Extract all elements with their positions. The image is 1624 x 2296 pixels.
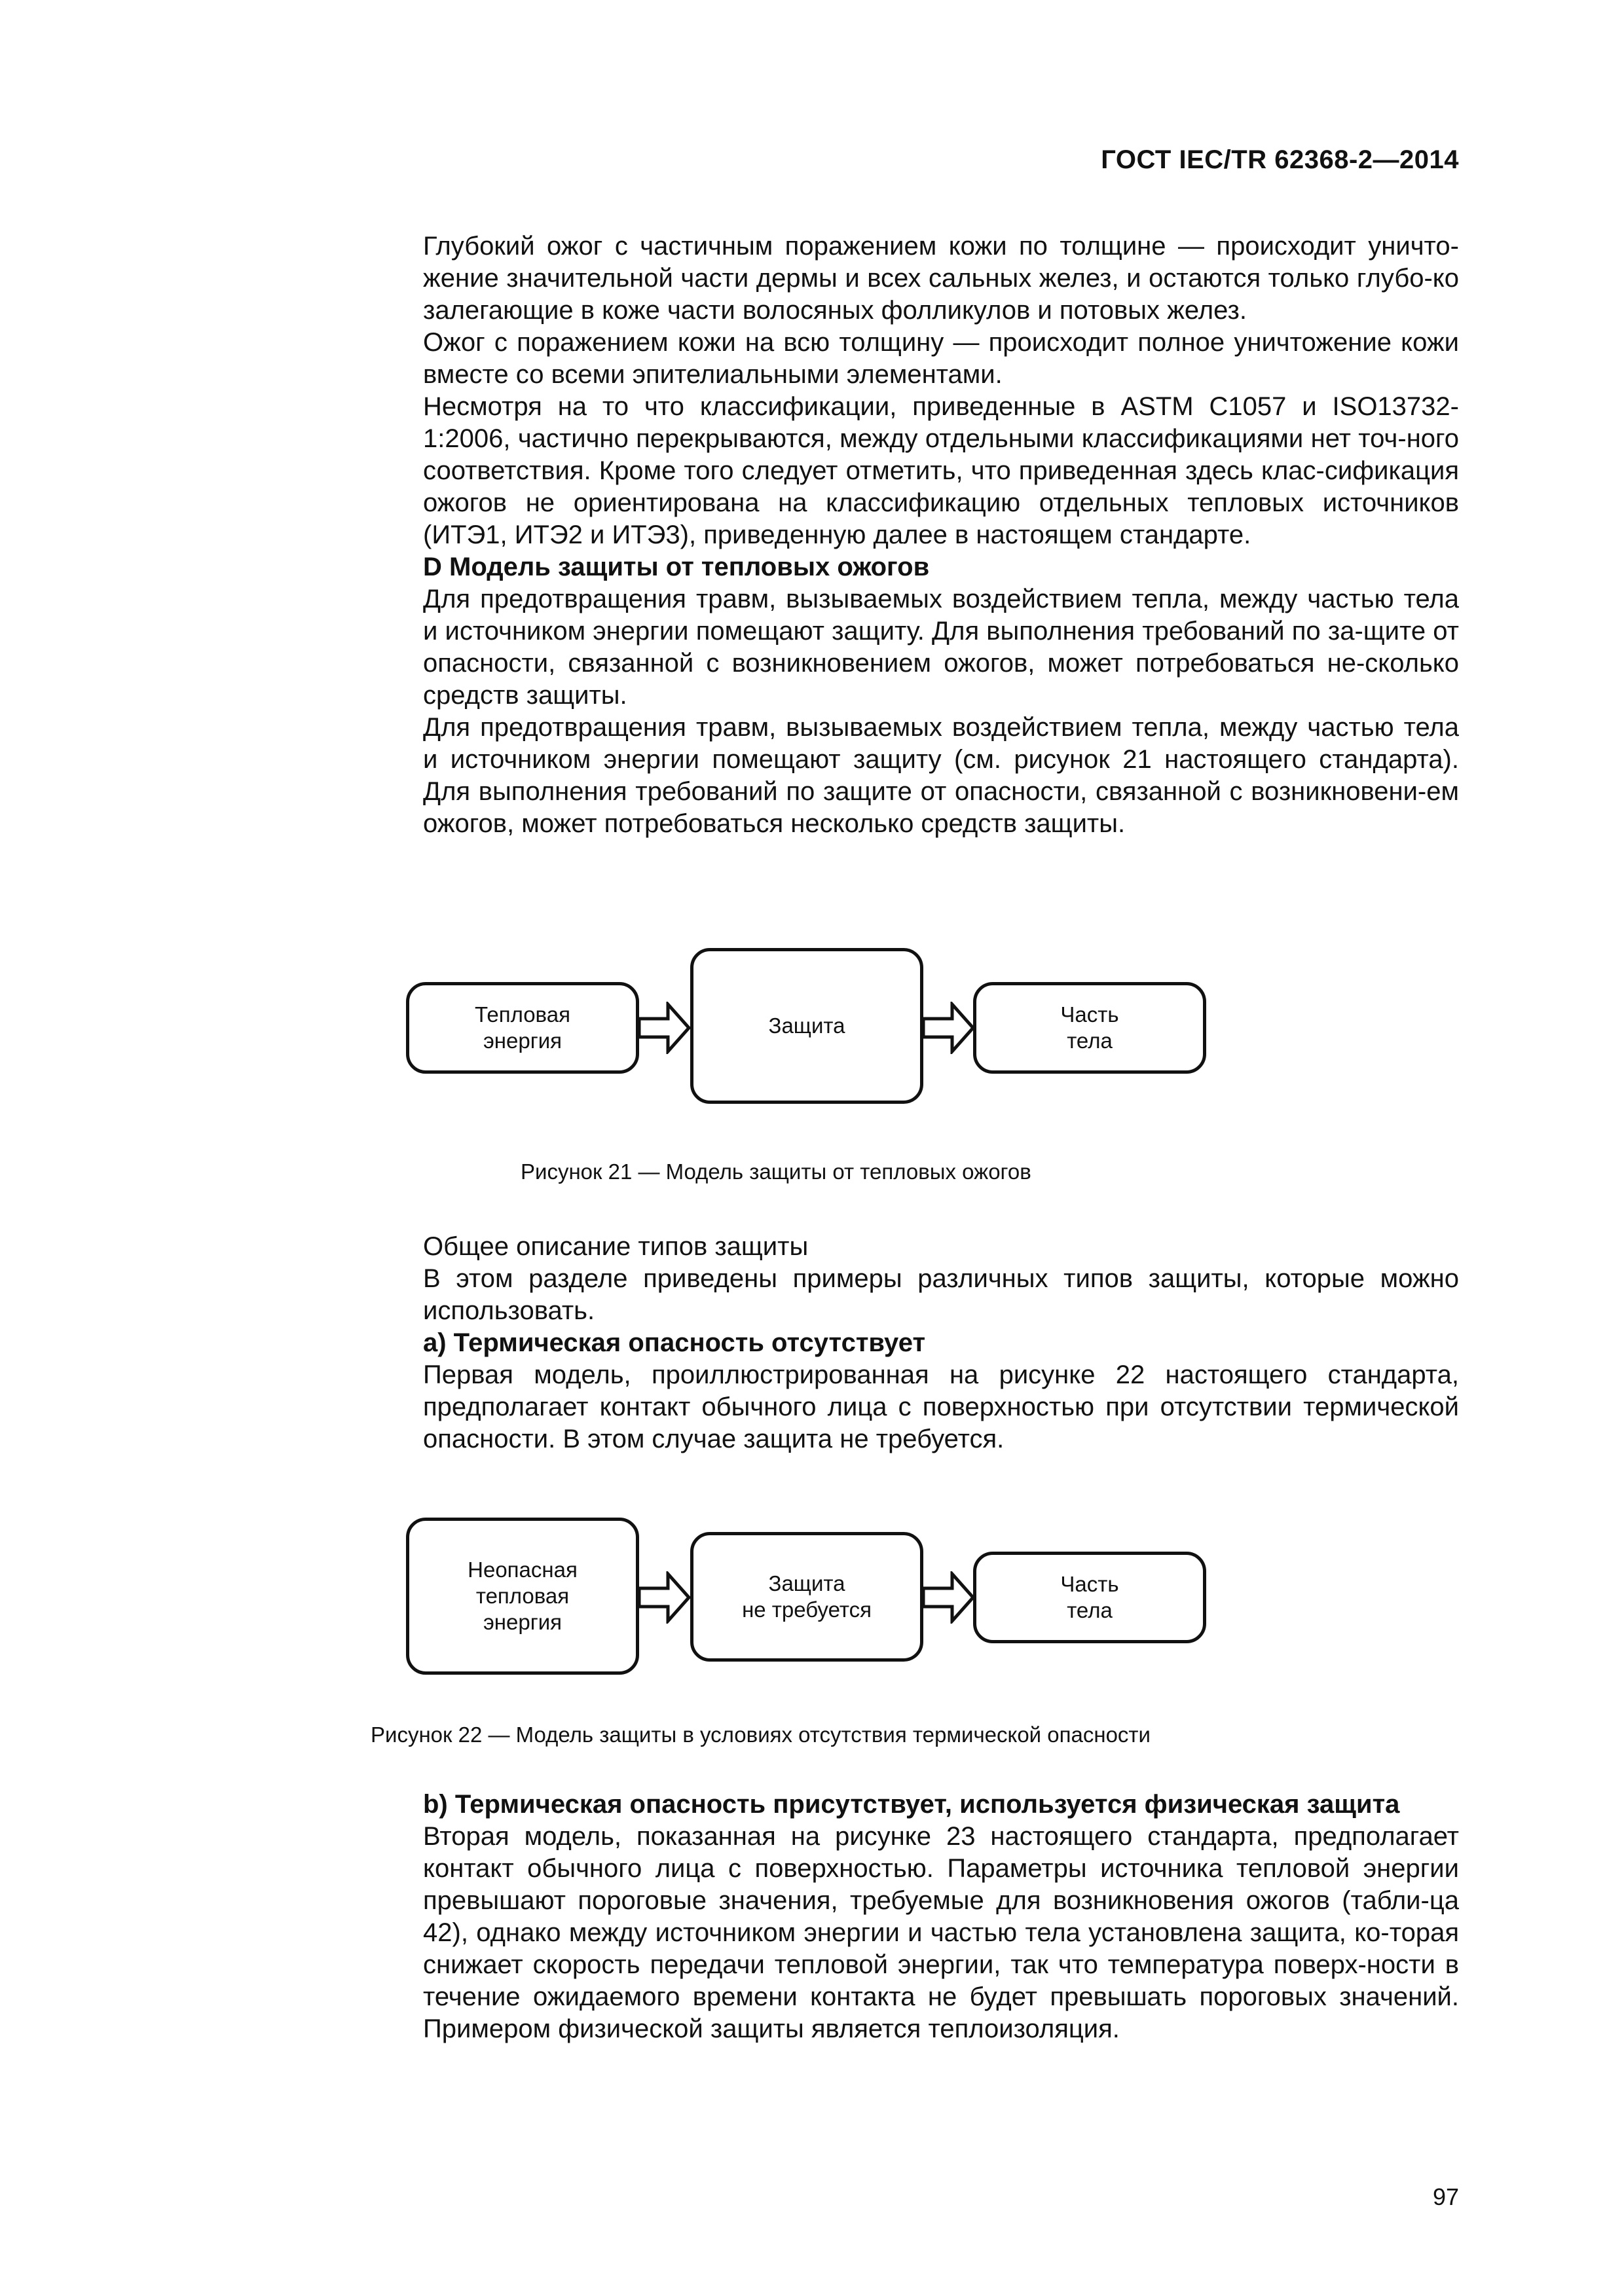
section-b-heading: b) Термическая опасность присутствует, используется физическая защита <box>423 1790 1400 1819</box>
document-id: ГОСТ IEC/TR 62368-2—2014 <box>1101 145 1459 174</box>
figure21-arrow-2-icon <box>923 1002 976 1054</box>
figure21-protection-box <box>690 948 923 1104</box>
figure22-arrow-1-icon <box>639 1571 692 1624</box>
paragraph-deep-burn: Глубокий ожог с частичным поражением кожи по толщине — происходит уничто-жение значительной части дермы и всех сальных желез, и остаются только глубо-ко залегающие в коже части волосяных фолликулов и потовых желез. <box>423 232 1459 325</box>
section-d-paragraph-2: Для предотвращения травм, вызываемых воздействием тепла, между частью тела и источником энергии помещают защиту (см. рисунок 21 настоящего стандарта). Для выполнения требований по защите от опасности, связанной с возникновени-ем ожогов, может потребоваться несколько средств защиты. <box>423 713 1459 838</box>
paragraph-classification-note: Несмотря на то что классификации, приведенные в ASTM C1057 и ISO13732-1:2006, частично перекрываются, между отдельными классификациями нет точ-ного соответствия. Кроме того следует отметить, что приведенная здесь клас-сификация ожогов не ориентирована на классификацию отдельных тепловых источников (ИТЭ1, ИТЭ2 и ИТЭ3), приведенную далее в настоящем стандарте. <box>423 392 1459 549</box>
figure22-body-part-label: Часть тела <box>1060 1572 1119 1622</box>
section-d-heading: D Модель защиты от тепловых ожогов <box>423 553 930 581</box>
figure21-thermal-energy-box <box>406 982 639 1074</box>
figure21-body-part-box <box>973 982 1206 1074</box>
page-number: 97 <box>1432 2183 1459 2210</box>
figure22-body-part-box <box>973 1552 1206 1643</box>
section-b-text: Вторая модель, показанная на рисунке 23 настоящего стандарта, предполагает контакт обычного лица с поверхностью. Параметры источника тепловой энергии превышают пороговые значения, требуемые для возникновения ожогов (табли-ца 42), однако между источником энергии и частью тела установлена защита, ко-торая снижает скорость передачи тепловой энергии, так что температура поверх-ности в течение ожидаемого времени контакта не будет превышать пороговых значений. Примером физической защиты является теплоизоляция. <box>423 1822 1459 2043</box>
figure22-arrow-2-icon <box>923 1571 976 1624</box>
text-block-top <box>423 230 1459 840</box>
section-a-heading: а) Термическая опасность отсутствует <box>423 1328 926 1357</box>
paragraph-full-thickness-burn: Ожог с поражением кожи на всю толщину — происходит полное уничтожение кожи вместе со всеми эпителиальными элементами. <box>423 328 1459 389</box>
figure21-protection-label: Защита <box>768 1013 845 1038</box>
types-title: Общее описание типов защиты <box>423 1232 809 1261</box>
text-block-types <box>423 1231 1459 1455</box>
figure21-thermal-energy-label: Тепловая энергия <box>475 1002 570 1053</box>
figure22-non-hazardous-energy-label: Неопасная тепловая энергия <box>468 1558 578 1634</box>
figure22-non-hazardous-energy-box <box>406 1518 639 1675</box>
text-block-section-b <box>423 1789 1459 2045</box>
section-d-paragraph-1: Для предотвращения травм, вызываемых воздействием тепла, между частью тела и источником энергии помещают защиту. Для выполнения требований по за-щите от опасности, связанной с возникновением ожогов, может потребоваться не-сколько средств защиты. <box>423 585 1459 710</box>
figure22-no-protection-label: Защита не требуется <box>742 1571 872 1622</box>
figure22-no-protection-box <box>690 1532 923 1662</box>
figure21-caption: Рисунок 21 — Модель защиты от тепловых ожогов <box>521 1159 1031 1184</box>
figure21-arrow-1-icon <box>639 1002 692 1054</box>
section-a-text: Первая модель, проиллюстрированная на рисунке 22 настоящего стандарта, предполагает контакт обычного лица с поверхностью при отсутствии термической опасности. В этом случае защита не требуется. <box>423 1360 1459 1453</box>
figure22-caption: Рисунок 22 — Модель защиты в условиях отсутствия термической опасности <box>371 1722 1151 1747</box>
figure21-body-part-label: Часть тела <box>1060 1002 1119 1053</box>
types-intro: В этом разделе приведены примеры различных типов защиты, которые можно использовать. <box>423 1264 1459 1325</box>
